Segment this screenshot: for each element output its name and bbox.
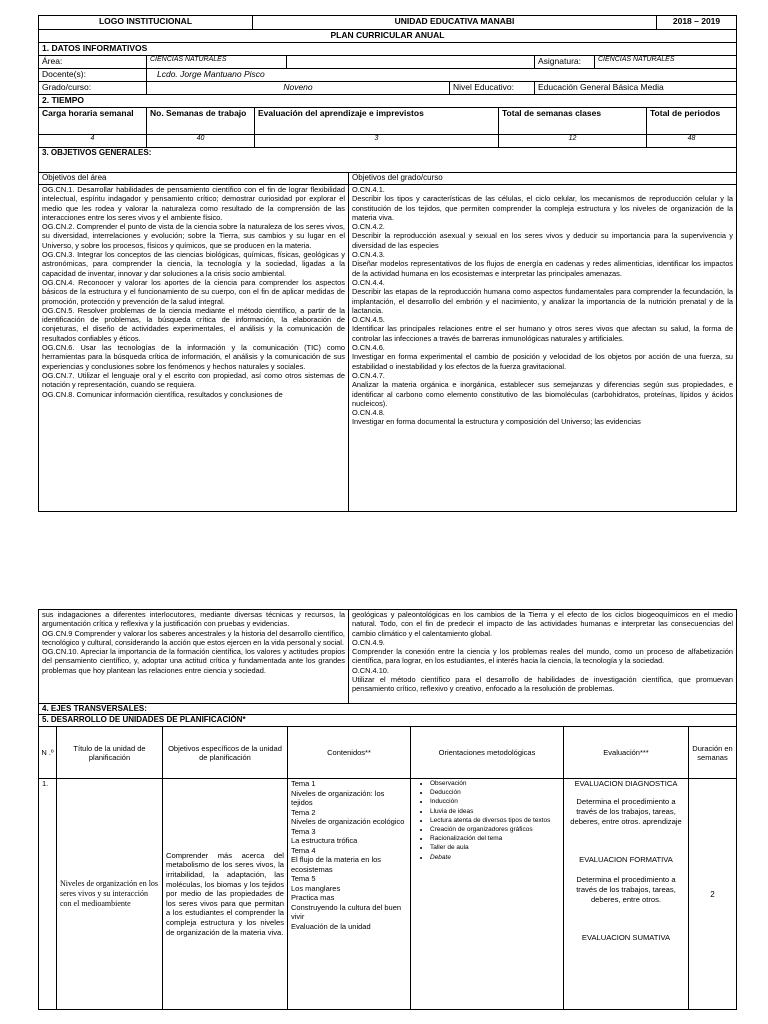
objetivo-area: OG.CN.2. Comprender el punto de vista de la ciencia sobre la naturaleza de los seres vivos, su diversidad, interrelaciones y evolución; sobre la Tierra, sus cambios y su lugar en el Universo, y sobre los procesos, físicos y químicos, que se producen en la materia.	[42, 222, 345, 250]
objetivo-area: OG.CN.9 Comprender y valorar los saberes ancestrales y la historia del desarrollo científico, tecnológico y cultural, considerando la acción que estos ejercen en la vida personal y social.	[42, 628, 345, 647]
content-item: Evaluación de la unidad	[291, 921, 371, 931]
carga-value: 4	[39, 135, 147, 148]
objetivo-area: OG.CN.1. Desarrollar habilidades de pensamiento científico con el fin de lograr flexibilidad intelectual, espíritu indagador y pensamiento crítico; demostrar curiosidad por explorar el medio que les rodea y valorar la naturaleza como resultado de la comprensión de las interacciones entre los seres vivos y el ambiente físico.	[42, 185, 345, 222]
page-2	[38, 609, 736, 1010]
objetivo-area: OG.CN.10. Apreciar la importancia de la formación científica, los valores y actitudes propios del pensamiento científico, y, adoptar una actitud crítica y fundamentada ante los grandes problemas que hoy plantean las relaciones entre ciencia y sociedad.	[42, 647, 345, 675]
objetivo-grado: Identificar las principales relaciones entre el ser humano y otros seres vivos que afectan su salud, la forma de controlar las infecciones a través de barreras inmunológicas naturales y artificiales.	[352, 324, 734, 343]
content-item: Los manglares	[291, 883, 341, 893]
content-item: La estructura trófica	[291, 836, 358, 845]
methodology-item: • Taller de aula	[430, 843, 560, 852]
methodology-item: • Observación	[430, 779, 560, 788]
objetivo-grado: Describir los tipos y características de las células, el ciclo celular, los mecanismos de reproducción celular y la constitución de los tejidos, que permiten comprender la compleja estructura y los niveles de organización de la materia viva.	[352, 194, 734, 222]
eval-diagnostic-title: EVALUACION DIAGNOSTICA	[574, 779, 678, 788]
objetivo-grado: O.CN.4.1.	[352, 185, 385, 194]
objetivo-grado: Diseñar modelos representativos de los flujos de energía en cadenas y redes alimenticias, identificar los impactos de la actividad humana en los ecosistemas e interpretar las principales amenazas.	[352, 259, 734, 278]
objetivos-area-header: Objetivos del área	[39, 173, 349, 185]
content-item: Tema 2	[291, 807, 316, 817]
eval-formative-text: Determina el procedimiento a través de los trabajos, tareas, deberes, entre otros.	[576, 875, 676, 904]
objetivo-grado: Utilizar el método científico para el desarrollo de habilidades de investigación científica, que promuevan pensamiento crítico, reflexivo y creativo, enfocado a la resolución de problemas.	[352, 675, 733, 694]
unit-contents	[288, 779, 411, 1010]
header-table	[38, 15, 737, 43]
objetivo-area: sus indagaciones a diferentes interlocutores, mediante diversas técnicas y recursos, la argumentación crítica y reflexiva y la justificación con pruebas y evidencias.	[42, 610, 345, 629]
objetivos-grado-header: Objetivos del grado/curso	[349, 173, 737, 185]
eval-formative-title: EVALUACION FORMATIVA	[579, 855, 673, 864]
objetivos-area-list	[39, 185, 349, 512]
area-label: Área:	[39, 56, 147, 69]
objetivo-grado: O.CN.4.10.	[352, 665, 389, 675]
section-datos: 1. DATOS INFORMATIVOS	[39, 43, 737, 56]
objetivo-grado: Describir las etapas de la reproducción humana como aspectos fundamentales para comprender la fecundación, la implantación, el desarrollo del embrión y el nacimiento, y analizar la importancia de la nutrición prenatal y de la lactancia.	[352, 287, 734, 315]
objetivo-grado: Investigar en forma experimental el cambio de posición y velocidad de los objetos por acción de una fuerza, su estabilidad o inestabilidad y los efectos de la fuerza gravitacional.	[352, 352, 734, 371]
content-item: Practica mas	[291, 893, 335, 902]
unit-evaluation	[564, 779, 689, 1010]
section-ejes: 4. EJES TRANSVERSALES:	[39, 704, 737, 715]
docente-label: Docente(s):	[39, 69, 147, 82]
nivel-label: Nivel Educativo:	[450, 82, 535, 95]
page-1	[38, 15, 736, 512]
unit-objectives: Comprender más acerca del metabolismo de los seres vivos, la irritabilidad, la adaptación, las moléculas, los biomas y los tejidos por medio de las propiedades de los seres vivos para que permitan a los estudiantes el comprender la compleja estructura y los niveles de organización de la materia viva.	[163, 779, 288, 1010]
tiempo-table	[38, 94, 737, 148]
eval-header: Evaluación del aprendizaje e imprevistos	[255, 108, 499, 135]
content-item: Niveles de organización: los tejidos	[291, 788, 385, 807]
asignatura-label: Asignatura:	[535, 56, 595, 69]
datos-table	[38, 42, 737, 95]
objetivo-grado: O.CN.4.2.	[352, 222, 385, 232]
content-item: El flujo de la materia en los ecosistemas	[291, 855, 382, 874]
semanas-value: 40	[147, 135, 255, 148]
objetivo-grado: Investigar en forma documental la estructura y composición del Universo; las evidencias	[352, 417, 641, 427]
methodology-item: • Lluvia de ideas	[430, 807, 560, 816]
unit-number: 1.	[39, 779, 57, 1010]
unit-title: Niveles de organización en los seres vivos y su interacción con el medioambiente	[57, 779, 163, 1010]
objetivos-table-p2	[38, 609, 737, 715]
carga-header: Carga horaria semanal	[39, 108, 147, 135]
page-break	[0, 539, 768, 609]
evaluacion-header: Evaluación***	[564, 727, 689, 779]
desarrollo-table	[38, 714, 737, 1010]
logo-placeholder: LOGO INSTITUCIONAL	[39, 16, 253, 30]
objetivos-header: Objetivos específicos de la unidad de planificación	[163, 727, 288, 779]
objetivo-area: OG.CN.7. Utilizar el lenguaje oral y el escrito con propiedad, así como otros sistemas de notación y representación, cuando se requiera.	[42, 370, 345, 390]
duracion-header: Duración en semanas	[689, 727, 737, 779]
content-item: Construyendo la cultura del buen vivir	[291, 902, 402, 921]
methodology-item: • Inducción	[430, 797, 560, 806]
school-years: 2018 – 2019	[657, 16, 737, 30]
school-name: UNIDAD EDUCATIVA MANABI	[253, 16, 657, 30]
objetivo-grado: geológicas y paleontológicas en los cambios de la Tierra y el efecto de los ciclos biogeoquímicos en el medio natural. Todo, con el fin de predecir el impacto de las actividades humanas e interpretar las consecuencias del cambio climático y el calentamiento global.	[352, 610, 733, 638]
objetivo-grado: Analizar la materia orgánica e inorgánica, establecer sus semejanzas y diferencias según sus propiedades, e identificar al carbono como elemento constitutivo de las biomoléculas (carbohidratos, proteínas, lípidos y ácidos nucleicos).	[352, 380, 734, 408]
n-header: N .º	[39, 727, 57, 779]
grado-value: Noveno	[147, 82, 450, 95]
objetivos-grado-list-cont	[349, 610, 737, 704]
content-item: Tema 3	[291, 826, 316, 836]
methodology-item: • Debate	[430, 853, 560, 862]
objetivo-grado: Describir la reproducción asexual y sexual en los seres vivos y deducir su importancia para la supervivencia y diversidad de las especies	[352, 231, 734, 250]
eval-summative-title: EVALUACION SUMATIVA	[581, 933, 671, 942]
eval-value: 3	[255, 135, 499, 148]
objetivo-area: OG.CN.5. Resolver problemas de la ciencia mediante el método científico, a partir de la identificación de problemas, la búsqueda crítica de información, la elaboración de conjeturas, el diseño de actividades experimentales, el análisis y la comunicación de resultados confiables y éticos.	[42, 305, 345, 343]
methodology-item: • Racionalización del tema	[430, 834, 560, 843]
objetivo-grado: O.CN.4.7.	[352, 370, 385, 380]
objetivo-grado: O.CN.4.4.	[352, 277, 385, 287]
methodology-item: • Deducción	[430, 788, 560, 797]
content-item: Niveles de organización ecológico	[291, 817, 405, 826]
area-value: CIENCIAS NATURALES	[147, 56, 287, 69]
objetivo-grado: O.CN.4.6.	[352, 343, 385, 353]
asignatura-value: CIENCIAS NATURALES	[595, 56, 737, 69]
total-semanas-value: 12	[499, 135, 647, 148]
objetivo-grado: O.CN.4.5.	[352, 315, 385, 325]
objetivos-grado-list	[349, 185, 737, 512]
plan-title: PLAN CURRICULAR ANUAL	[39, 30, 737, 43]
total-periodos-value: 48	[647, 135, 737, 148]
total-semanas-header: Total de semanas clases	[499, 108, 647, 135]
methodology-item: • Lectura atenta de diversos tipos de textos	[430, 816, 560, 825]
docente-value: Lcdo. Jorge Mantuano Pisco	[147, 69, 737, 82]
content-item: Tema 1	[291, 779, 316, 788]
section-tiempo: 2. TIEMPO	[39, 95, 737, 108]
objetivo-area: OG.CN.8. Comunicar información científica, resultados y conclusiones de	[42, 389, 283, 399]
contenidos-header: Contenidos**	[288, 727, 411, 779]
content-item: Tema 4	[291, 845, 316, 855]
section-desarrollo: 5. DESARROLLO DE UNIDADES DE PLANIFICACIÓN*	[39, 715, 737, 727]
titulo-header: Título de la unidad de planificación	[57, 727, 163, 779]
content-item: Tema 5	[291, 874, 316, 883]
semanas-header: No. Semanas de trabajo	[147, 108, 255, 135]
objetivos-table-p1	[38, 147, 737, 512]
unit-methodology	[411, 779, 564, 1010]
methodology-item: • Creación de organizadores gráficos	[430, 825, 560, 834]
objetivo-grado: O.CN.4.3.	[352, 250, 385, 260]
grado-label: Grado/curso:	[39, 82, 147, 95]
objetivo-area: OG.CN.3. Integrar los conceptos de las ciencias biológicas, químicas, físicas, geológicas y astronómicas, para comprender la ciencia, la tecnología y la sociedad, ligadas a la capacidad de inventar, innovar y dar soluciones a la crisis socio ambiental.	[42, 250, 345, 278]
objetivo-area: OG.CN.4. Reconocer y valorar los aportes de la ciencia para comprender los aspectos básicos de la estructura y el funcionamiento de su cuerpo, con el fin de aplicar medidas de promoción, protección y prevención de la salud integral.	[42, 277, 345, 306]
orientaciones-header: Orientaciones metodológicas	[411, 727, 564, 779]
nivel-value: Educación General Básica Media	[535, 82, 737, 95]
objetivo-grado: O.CN.4.9.	[352, 637, 385, 647]
total-periodos-header: Total de periodos	[647, 108, 737, 135]
objetivo-area: OG.CN.6. Usar las tecnologías de la información y la comunicación (TIC) como herramientas para la búsqueda crítica de información, el análisis y la comunicación de sus experiencias y conclusiones sobre los fenómenos y hechos naturales y sociales.	[42, 343, 345, 371]
objetivos-area-list-cont	[39, 610, 349, 704]
unit-duration: 2	[689, 779, 737, 1010]
objetivo-grado: O.CN.4.8.	[352, 408, 385, 418]
eval-diagnostic-text: Determina el procedimiento a través de los trabajos, tareas, deberes, entre otros. aprendizaje	[570, 797, 682, 826]
section-objetivos: 3. OBJETIVOS GENERALES:	[39, 148, 737, 173]
objetivo-grado: Comprender la conexión entre la ciencia y los problemas reales del mundo, como un proceso de alfabetización científica, para lograr, en los estudiantes, el interés hacia la ciencia, la tecnología y la sociedad.	[352, 647, 733, 666]
